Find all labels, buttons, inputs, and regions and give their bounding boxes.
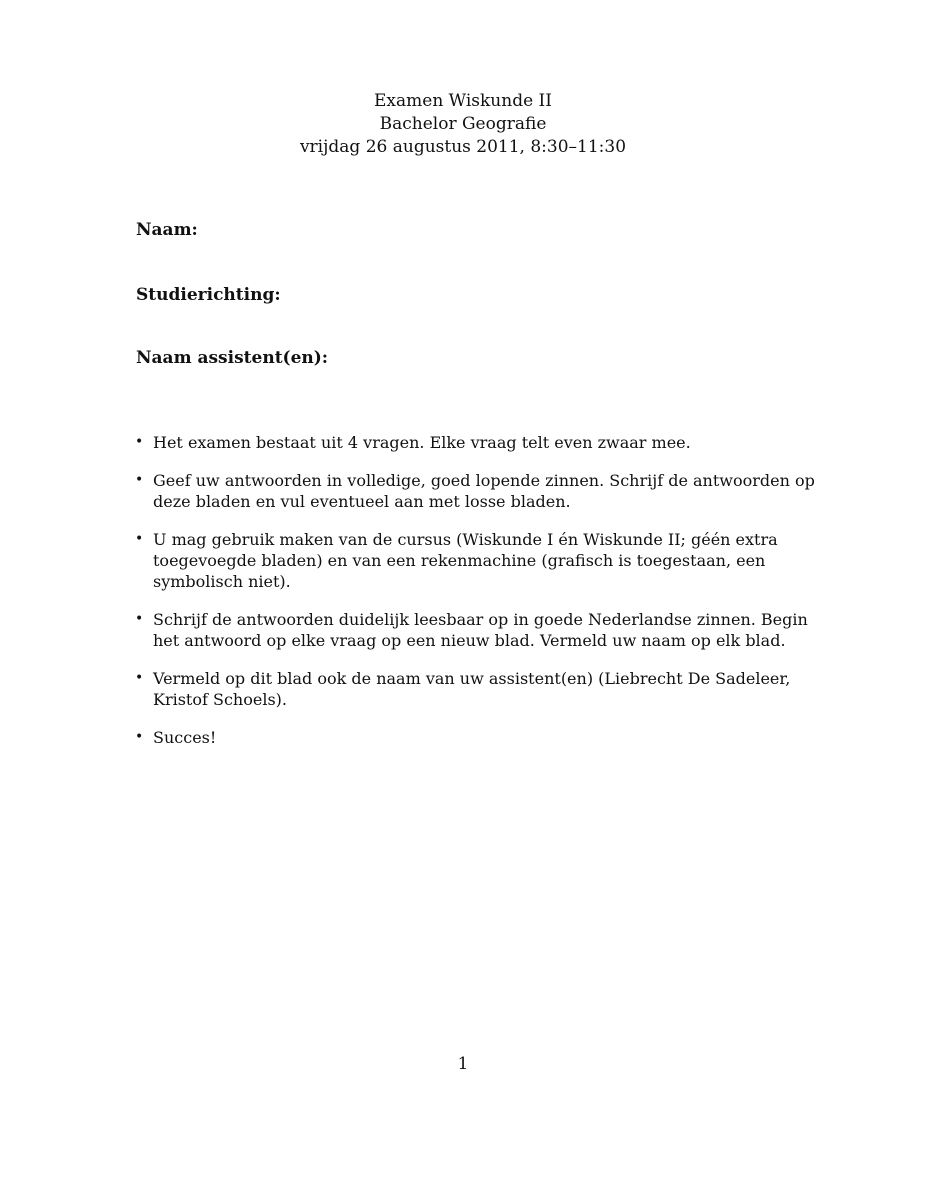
list-item (132, 529, 832, 592)
exam-header (0, 90, 926, 159)
bullet-icon: • (135, 729, 144, 745)
instruction-text: Vermeld op dit blad ook de naam van uw assistent(en) (Liebrecht De Sadeleer, Kristof Schoels). (153, 669, 791, 709)
study-field-label: Studierichting: (136, 285, 281, 305)
list-item (132, 432, 832, 453)
bullet-icon: • (135, 472, 144, 488)
instruction-text: Succes! (153, 728, 217, 747)
bullet-icon: • (135, 434, 144, 450)
instruction-text: Schrijf de antwoorden duidelijk leesbaar op in goede Nederlandse zinnen. Begin het antwoord op elke vraag op een nieuw blad. Vermeld uw naam op elk blad. (153, 610, 808, 650)
list-item (132, 727, 832, 748)
exam-date: vrijdag 26 augustus 2011, 8:30–11:30 (299, 137, 627, 157)
list-item (132, 609, 832, 651)
bullet-icon: • (135, 611, 144, 627)
exam-title: Examen Wiskunde II (374, 91, 552, 111)
name-field-label: Naam: (136, 220, 198, 240)
instruction-text: Geef uw antwoorden in volledige, goed lopende zinnen. Schrijf de antwoorden op deze bladen en vul eventueel aan met losse bladen. (153, 471, 815, 511)
assistant-field-label: Naam assistent(en): (136, 348, 329, 368)
exam-program: Bachelor Geografie (379, 114, 547, 134)
bullet-icon: • (135, 531, 144, 547)
instruction-list (132, 432, 832, 765)
list-item (132, 470, 832, 512)
instruction-text: U mag gebruik maken van de cursus (Wiskunde I én Wiskunde II; géén extra toegevoegde bladen) en van een rekenmachine (grafisch is toegestaan, een symbolisch niet). (153, 530, 778, 591)
bullet-icon: • (135, 670, 144, 686)
list-item (132, 668, 832, 710)
instruction-text: Het examen bestaat uit 4 vragen. Elke vraag telt even zwaar mee. (153, 433, 691, 452)
page-number: 1 (457, 1054, 469, 1074)
